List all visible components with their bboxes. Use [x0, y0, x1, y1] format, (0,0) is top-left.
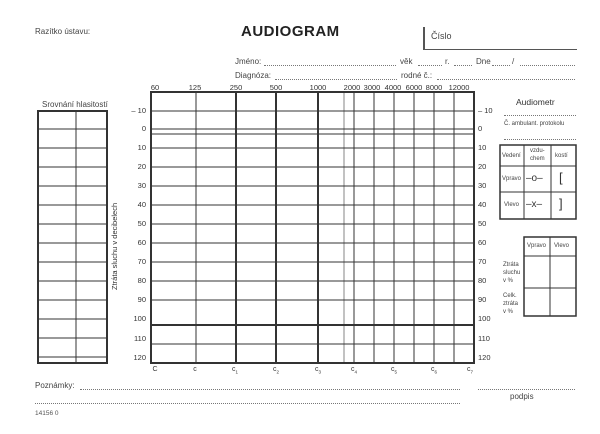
- db-label: 0: [478, 124, 483, 133]
- freq-label: 1000: [309, 83, 327, 92]
- freq-label: 125: [188, 83, 202, 92]
- note-label: $c_6$: [430, 366, 437, 375]
- db-label: 80: [478, 276, 487, 285]
- note-label: $c_3$: [314, 366, 321, 375]
- db-label: 110: [478, 334, 490, 343]
- diagnosis-label: Diagnóza:: [235, 71, 272, 80]
- stamp-label: Razítko ústavu:: [35, 27, 91, 36]
- note-label: $c_1$: [231, 366, 238, 375]
- db-label: 30: [137, 181, 146, 190]
- bone-left-symbol: ]: [559, 196, 563, 211]
- db-label: 70: [478, 257, 487, 266]
- db-label: – 10: [131, 106, 146, 115]
- legend-left-label: Vlevo: [504, 202, 520, 208]
- db-label: 110: [134, 334, 146, 343]
- freq-label: 4000: [384, 83, 402, 92]
- freq-label: 2000: [343, 83, 361, 92]
- db-label: 50: [137, 219, 146, 228]
- note-label: $c_7$: [466, 366, 473, 375]
- name-label: Jméno:: [235, 57, 262, 66]
- db-label: 40: [478, 200, 487, 209]
- legend-right-label: Vpravo: [502, 176, 522, 182]
- signature-label: podpis: [510, 392, 534, 401]
- note-label: c: [193, 366, 197, 373]
- db-label: 100: [478, 314, 491, 323]
- db-label: 40: [137, 200, 146, 209]
- db-label: 10: [478, 143, 487, 152]
- loss-label-3: v %: [503, 278, 514, 284]
- form-code: 14156 0: [35, 410, 59, 417]
- note-label: $c_5$: [390, 366, 397, 375]
- db-label: 30: [478, 181, 487, 190]
- freq-label: 8000: [425, 83, 443, 92]
- year-label: r.: [445, 57, 450, 66]
- legend-col-air-1: vzdu-: [530, 148, 545, 154]
- audiometer-title: Audiometr: [516, 97, 555, 107]
- freq-label: 3000: [363, 83, 381, 92]
- db-label: 80: [137, 276, 146, 285]
- note-label: C: [152, 366, 158, 373]
- protocol-label: Č. ambulant. protokolu: [504, 121, 565, 127]
- total-loss-label-1: Celk.: [503, 293, 517, 299]
- freq-label: 12000: [448, 83, 470, 92]
- note-label: $c_4$: [350, 366, 357, 375]
- db-label: 0: [141, 124, 146, 133]
- loss-col-left: Vlevo: [554, 243, 570, 249]
- loss-label-2: sluchu: [503, 270, 521, 276]
- freq-label: 500: [269, 83, 283, 92]
- freq-label: 60: [150, 83, 160, 92]
- legend-col-bone: kostí: [555, 153, 568, 159]
- db-label: 120: [133, 353, 146, 362]
- y-axis-label: Ztráta sluchu v decibelech: [110, 202, 119, 290]
- page-title: AUDIOGRAM: [241, 23, 340, 40]
- birth-number-label: rodné č.:: [401, 71, 433, 80]
- loss-label-1: Ztráta: [503, 262, 519, 268]
- signature-field[interactable]: [478, 389, 575, 390]
- legend-col-conduction: Vedení: [502, 153, 521, 159]
- notes-field-2[interactable]: [35, 403, 460, 404]
- total-loss-label-2: ztráta: [503, 301, 519, 307]
- db-label: 10: [137, 143, 146, 152]
- loss-col-right: Vpravo: [527, 243, 547, 249]
- air-right-symbol: –o–: [526, 173, 543, 184]
- db-label: 90: [137, 295, 146, 304]
- freq-label: 6000: [405, 83, 423, 92]
- age-label: věk: [400, 57, 413, 66]
- db-label: 60: [137, 238, 146, 247]
- db-label: 120: [478, 353, 491, 362]
- db-label: 70: [137, 257, 146, 266]
- db-label: – 10: [478, 106, 493, 115]
- date-label: Dne: [476, 57, 491, 66]
- total-loss-label-3: v %: [503, 309, 514, 315]
- notes-label: Poznámky:: [35, 381, 75, 390]
- air-left-symbol: –x–: [526, 199, 543, 210]
- db-label: 50: [478, 219, 487, 228]
- db-label: 20: [137, 162, 146, 171]
- note-label: $c_2$: [272, 366, 279, 375]
- db-label: 60: [478, 238, 487, 247]
- db-label: 90: [478, 295, 487, 304]
- db-label: 100: [133, 314, 146, 323]
- number-label: Číslo: [431, 31, 452, 41]
- db-label: 20: [478, 162, 487, 171]
- loudness-title: Srovnání hlasitostí: [42, 100, 108, 109]
- notes-field-1[interactable]: [80, 389, 460, 390]
- legend-col-air-2: chem: [530, 156, 545, 162]
- freq-label: 250: [229, 83, 243, 92]
- date-slash: /: [512, 57, 515, 66]
- bone-right-symbol: [: [559, 170, 563, 185]
